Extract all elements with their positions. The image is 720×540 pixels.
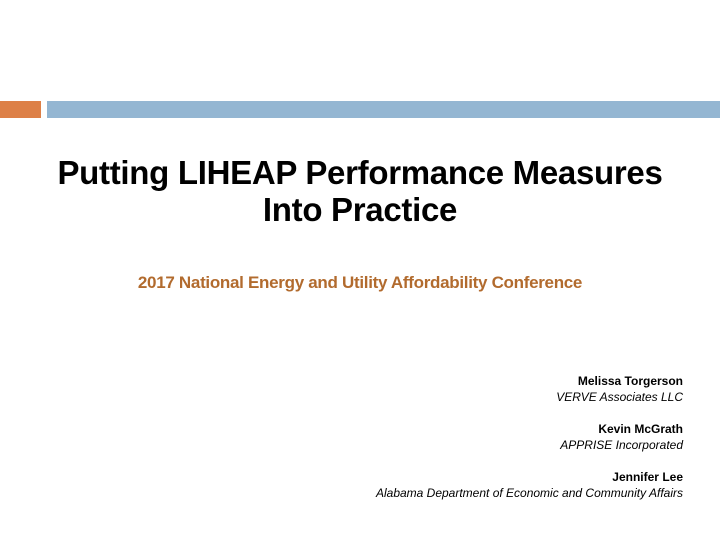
- presenter-item: [183, 421, 683, 453]
- presenter-item: [183, 373, 683, 405]
- presenter-name: Jennifer Lee: [612, 470, 683, 484]
- accent-bar: [0, 101, 41, 118]
- slide-title: [20, 154, 700, 228]
- presenter-list: [183, 373, 683, 517]
- presenter-organization: APPRISE Incorporated: [560, 438, 683, 452]
- presenter-name: Melissa Torgerson: [577, 374, 683, 388]
- header-bar: [47, 101, 720, 118]
- presenter-item: [183, 469, 683, 501]
- title-line-1: Putting LIHEAP Performance Measures: [57, 154, 663, 191]
- presenter-name: Kevin McGrath: [598, 422, 683, 436]
- presenter-organization: Alabama Department of Economic and Community Affairs: [375, 486, 683, 500]
- presenter-organization: VERVE Associates LLC: [556, 390, 683, 404]
- slide-subtitle: 2017 National Energy and Utility Affordability Conference: [137, 273, 583, 292]
- title-line-2: Into Practice: [262, 191, 458, 228]
